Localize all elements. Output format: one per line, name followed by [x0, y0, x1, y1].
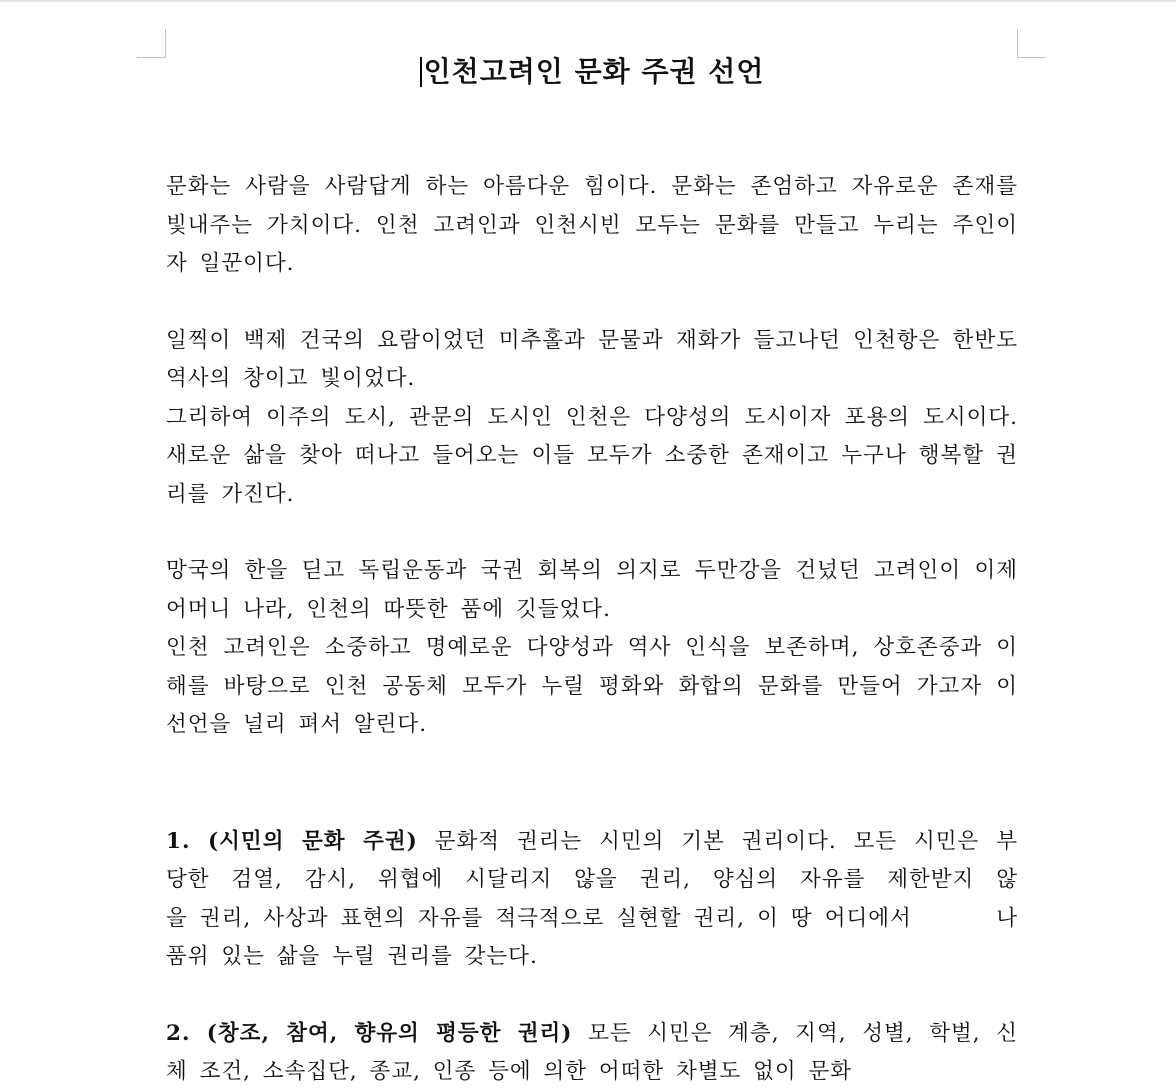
page-top-edge [0, 0, 1176, 2]
article-1-text: 문화적 권리는 시민의 기본 권리이다. 모든 시민은 부 당한 검열, 감시, 위협에 시달리지 않을 권리, 양심의 자유를 제한받지 않 을 권리, 사상과 표현의 자유를 적극적으로 실현할 권리, 이 땅 어디에서 나 품위 있는 삶을 누릴 권리를 갖는다. [166, 828, 1101, 969]
margin-corner-mark-right [1017, 29, 1046, 58]
paragraph-history: 일찍이 백제 건국의 요람이었던 미추홀과 문물과 재화가 들고나던 인천항은 한반도 역사의 창이고 빛이었다. [166, 327, 1018, 391]
text-cursor [420, 57, 422, 87]
paragraph-koryoin: 망국의 한을 딛고 독립운동과 국권 회복의 의지로 두만강을 건넜던 고려인이 이제 어머니 나라, 인천의 따뜻한 품에 깃들었다. [166, 558, 1018, 622]
article-1-heading: 1. (시민의 문화 주권) [166, 828, 418, 854]
paragraph-declaration: 인천 고려인은 소중하고 명예로운 다양성과 역사 인식을 보존하며, 상호존중과 이해를 바탕으로 인천 공동체 모두가 누릴 평화와 화합의 문화를 만들어 가고자 이 선언을 널리 펴서 알린다. [166, 635, 1018, 737]
article-2-heading: 2. (창조, 참여, 향유의 평등한 권리) [166, 1020, 573, 1046]
margin-corner-mark-left [137, 29, 166, 58]
document-title-line[interactable] [166, 44, 1018, 100]
article-1 [166, 823, 1101, 977]
document-page[interactable] [166, 44, 1101, 1092]
paragraph-intro: 문화는 사람을 사람답게 하는 아름다운 힘이다. 문화는 존엄하고 자유로운 존재를 빛내주는 가치이다. 인천 고려인과 인천시빈 모두는 문화를 만들고 누리는 주인이자 일꾼이다. [166, 174, 1018, 276]
document-title: 인천고려인 문화 주권 선언 [423, 55, 765, 88]
paragraph-diversity: 그리하여 이주의 도시, 관문의 도시인 인천은 다양성의 도시이자 포용의 도시이다. 새로운 삶을 찾아 떠나고 들어오는 이들 모두가 소중한 존재이고 누구나 행복할 권리를 가진다. [166, 404, 1018, 507]
article-2-text: 모든 시민은 계층, 지역, 성별, 학벌, 신 체 조건, 소속집단, 종교, 인종 등에 의한 어떠한 차별도 없이 문화 [166, 1020, 1101, 1084]
article-2 [166, 1015, 1101, 1092]
